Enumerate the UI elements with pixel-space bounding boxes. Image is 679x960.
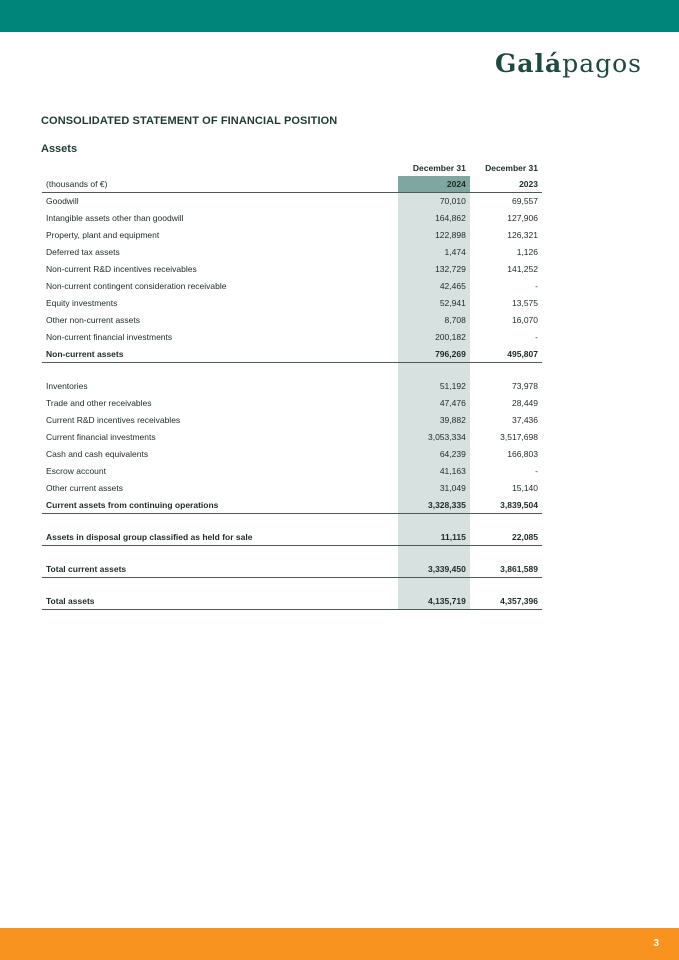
spacer-row xyxy=(42,514,542,529)
value-2024 xyxy=(398,514,470,529)
table-row xyxy=(42,312,542,329)
top-banner xyxy=(0,0,679,32)
spacer-row xyxy=(42,546,542,561)
value-2023: - xyxy=(535,332,538,342)
table-row xyxy=(42,412,542,429)
value-2024: 3,328,335 xyxy=(398,497,470,514)
header-blank xyxy=(42,160,398,176)
bottom-banner xyxy=(0,928,679,960)
header-year-2023: 2023 xyxy=(470,176,542,193)
value-2023 xyxy=(470,363,542,378)
row-label: Total current assets xyxy=(42,561,398,578)
value-2023: 3,517,698 xyxy=(500,432,538,442)
subtotal-row-continuing xyxy=(42,497,542,514)
value-2024: 39,882 xyxy=(398,412,470,429)
value-2023: 15,140 xyxy=(512,483,538,493)
document-title: CONSOLIDATED STATEMENT OF FINANCIAL POSITION xyxy=(41,115,338,127)
value-2024: 31,049 xyxy=(398,480,470,497)
row-label: Other current assets xyxy=(46,483,124,493)
value-2023: - xyxy=(535,466,538,476)
row-label: Inventories xyxy=(46,381,88,391)
value-2023: 37,436 xyxy=(512,415,538,425)
financial-position-table xyxy=(42,160,542,610)
spacer-row xyxy=(42,578,542,593)
value-2023 xyxy=(470,514,542,529)
value-2023: 126,321 xyxy=(507,230,538,240)
row-label: Property, plant and equipment xyxy=(46,230,160,240)
row-label: Current R&D incentives receivables xyxy=(46,415,181,425)
header-row-dates xyxy=(42,160,542,176)
value-2023: 127,906 xyxy=(507,213,538,223)
value-2023: 28,449 xyxy=(512,398,538,408)
value-2024: 200,182 xyxy=(398,329,470,346)
table-row xyxy=(42,429,542,446)
header-date-2023: December 31 xyxy=(485,162,538,173)
value-2023: 495,807 xyxy=(470,346,542,363)
row-label: Total assets xyxy=(42,593,398,610)
table-row xyxy=(42,480,542,497)
value-2024: 4,135,719 xyxy=(398,593,470,610)
page-number: 3 xyxy=(653,938,659,949)
row-label: Deferred tax assets xyxy=(46,247,120,257)
value-2024: 1,474 xyxy=(398,244,470,261)
value-2023: 166,803 xyxy=(507,449,538,459)
table-row xyxy=(42,193,542,210)
row-label: Current financial investments xyxy=(46,432,156,442)
table-row xyxy=(42,244,542,261)
logo-regular-part: pagos xyxy=(562,49,642,78)
row-label: Goodwill xyxy=(46,196,79,206)
value-2023: 4,357,396 xyxy=(470,593,542,610)
value-2023: 3,839,504 xyxy=(470,497,542,514)
row-label: Non-current financial investments xyxy=(46,332,173,342)
row-label: Escrow account xyxy=(46,466,106,476)
value-2023: 13,575 xyxy=(512,298,538,308)
value-2023: 3,861,589 xyxy=(470,561,542,578)
value-2024: 122,898 xyxy=(398,227,470,244)
value-2023: - xyxy=(535,281,538,291)
table-row xyxy=(42,446,542,463)
logo-bold-part: Galá xyxy=(494,49,563,78)
row-label xyxy=(42,514,398,529)
row-label: Other non-current assets xyxy=(46,315,141,325)
row-label: Intangible assets other than goodwill xyxy=(46,213,184,223)
table-row xyxy=(42,395,542,412)
value-2024: 11,115 xyxy=(398,529,470,546)
value-2024 xyxy=(398,363,470,378)
table-row xyxy=(42,329,542,346)
value-2024: 51,192 xyxy=(398,378,470,395)
value-2024: 796,269 xyxy=(398,346,470,363)
spacer-row xyxy=(42,363,542,378)
section-title: Assets xyxy=(41,143,78,155)
row-label: Assets in disposal group classified as held for sale xyxy=(42,529,398,546)
row-label: Trade and other receivables xyxy=(46,398,152,408)
table-row xyxy=(42,295,542,312)
galapagos-logo xyxy=(495,49,642,78)
table-row xyxy=(42,227,542,244)
value-2024 xyxy=(398,546,470,561)
value-2024: 70,010 xyxy=(398,193,470,210)
unit-label: (thousands of €) xyxy=(42,176,398,193)
header-date-2024: December 31 xyxy=(412,162,466,173)
value-2023: 1,126 xyxy=(516,247,538,257)
value-2024: 3,339,450 xyxy=(398,561,470,578)
value-2023: 73,978 xyxy=(512,381,538,391)
row-label: Non-current assets xyxy=(42,346,398,363)
table-row xyxy=(42,210,542,227)
header-row-years xyxy=(42,176,542,193)
row-label xyxy=(42,546,398,561)
value-2024: 47,476 xyxy=(398,395,470,412)
row-label: Current assets from continuing operations xyxy=(42,497,398,514)
table-row xyxy=(42,261,542,278)
value-2024: 164,862 xyxy=(398,210,470,227)
value-2024: 42,465 xyxy=(398,278,470,295)
value-2024: 52,941 xyxy=(398,295,470,312)
value-2023: 16,070 xyxy=(512,315,538,325)
row-label: Equity investments xyxy=(46,298,118,308)
row-label: Cash and cash equivalents xyxy=(46,449,149,459)
subtotal-row-held-for-sale xyxy=(42,529,542,546)
value-2023: 69,557 xyxy=(512,196,538,206)
table-row xyxy=(42,278,542,295)
table-row xyxy=(42,463,542,480)
value-2024: 64,239 xyxy=(398,446,470,463)
value-2023 xyxy=(470,578,542,593)
value-2024 xyxy=(398,578,470,593)
value-2023: 141,252 xyxy=(507,264,538,274)
total-row-assets xyxy=(42,593,542,610)
value-2023 xyxy=(470,546,542,561)
value-2024: 8,708 xyxy=(398,312,470,329)
row-label xyxy=(42,578,398,593)
value-2023: 22,085 xyxy=(470,529,542,546)
value-2024: 132,729 xyxy=(398,261,470,278)
value-2024: 3,053,334 xyxy=(398,429,470,446)
row-label xyxy=(42,363,398,378)
row-label: Non-current R&D incentives receivables xyxy=(46,264,197,274)
table-row xyxy=(42,378,542,395)
header-year-2024: 2024 xyxy=(398,176,470,193)
total-row-current xyxy=(42,561,542,578)
value-2024: 41,163 xyxy=(398,463,470,480)
subtotal-row-noncurrent xyxy=(42,346,542,363)
row-label: Non-current contingent consideration receivable xyxy=(46,281,227,291)
